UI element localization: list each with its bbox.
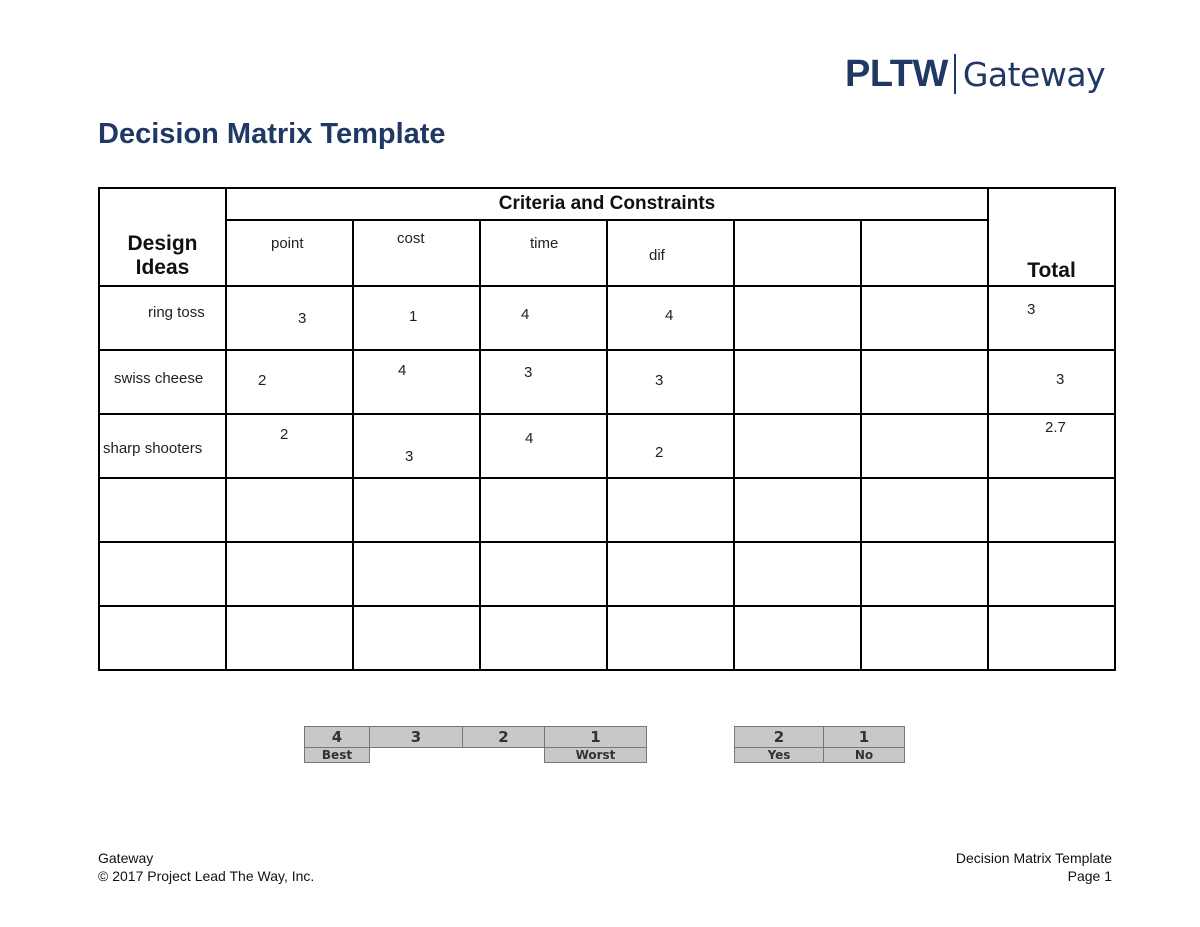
score-cell[interactable] xyxy=(861,286,988,350)
criterion-label: point xyxy=(271,235,304,252)
footer-page-number: Page 1 xyxy=(1067,868,1112,884)
criterion-cell[interactable] xyxy=(480,220,607,286)
scale-spacer xyxy=(463,748,545,763)
table-row xyxy=(99,606,1115,670)
no-label: No xyxy=(824,748,905,763)
worst-label: Worst xyxy=(545,748,647,763)
idea-cell[interactable] xyxy=(99,606,226,670)
score-cell[interactable] xyxy=(607,350,734,414)
score-cell[interactable] xyxy=(480,542,607,606)
score-cell[interactable] xyxy=(607,414,734,478)
score-cell[interactable] xyxy=(226,478,353,542)
score-cell[interactable] xyxy=(480,286,607,350)
criterion-label: time xyxy=(530,235,559,252)
total-cell[interactable] xyxy=(988,478,1115,542)
footer-copyright: © 2017 Project Lead The Way, Inc. xyxy=(98,868,315,884)
scale-value: 3 xyxy=(370,727,463,748)
score-cell[interactable] xyxy=(353,606,480,670)
total-cell[interactable] xyxy=(988,286,1115,350)
score-cell[interactable] xyxy=(480,414,607,478)
table-row xyxy=(99,414,1115,478)
footer-org: Gateway xyxy=(98,850,154,866)
score-cell[interactable] xyxy=(480,350,607,414)
score-cell[interactable] xyxy=(734,286,861,350)
rating-scale-legend xyxy=(304,726,647,763)
score-cell[interactable] xyxy=(226,414,353,478)
score-cell[interactable] xyxy=(861,542,988,606)
score-cell[interactable] xyxy=(861,478,988,542)
score-value: 3 xyxy=(298,310,307,327)
score-cell[interactable] xyxy=(353,542,480,606)
score-cell[interactable] xyxy=(353,478,480,542)
criterion-cell[interactable] xyxy=(226,220,353,286)
score-cell[interactable] xyxy=(861,350,988,414)
score-value: 4 xyxy=(398,362,407,379)
score-value: 1 xyxy=(409,308,418,325)
total-value: 2.7 xyxy=(1045,419,1066,436)
score-cell[interactable] xyxy=(607,542,734,606)
score-value: 2 xyxy=(655,444,664,461)
total-value: 3 xyxy=(1056,371,1065,388)
score-cell[interactable] xyxy=(353,414,480,478)
table-row xyxy=(99,542,1115,606)
score-cell[interactable] xyxy=(480,606,607,670)
score-cell[interactable] xyxy=(734,542,861,606)
logo-product: Gateway xyxy=(962,54,1106,94)
yes-label: Yes xyxy=(735,748,824,763)
criterion-cell[interactable] xyxy=(353,220,480,286)
score-value: 4 xyxy=(521,306,530,323)
score-value: 3 xyxy=(655,372,664,389)
score-cell[interactable] xyxy=(734,350,861,414)
scale-value: 2 xyxy=(463,727,545,748)
scale-spacer xyxy=(370,748,463,763)
score-cell[interactable] xyxy=(607,606,734,670)
total-header: Total xyxy=(988,188,1115,286)
footer-right xyxy=(956,849,1112,885)
idea-name: sharp shooters xyxy=(103,440,203,457)
scale-value: 1 xyxy=(545,727,647,748)
best-label: Best xyxy=(305,748,370,763)
score-cell[interactable] xyxy=(480,478,607,542)
yes-no-scale-legend xyxy=(734,726,905,763)
total-cell[interactable] xyxy=(988,606,1115,670)
score-cell[interactable] xyxy=(861,414,988,478)
score-value: 3 xyxy=(524,364,533,381)
score-value: 4 xyxy=(665,307,674,324)
total-cell[interactable] xyxy=(988,414,1115,478)
idea-cell[interactable] xyxy=(99,478,226,542)
idea-name: ring toss xyxy=(148,304,205,321)
design-ideas-header: Design Ideas xyxy=(99,188,226,286)
pltw-gateway-logo xyxy=(845,50,1110,98)
score-cell[interactable] xyxy=(861,606,988,670)
score-cell[interactable] xyxy=(226,350,353,414)
criterion-cell[interactable] xyxy=(607,220,734,286)
score-cell[interactable] xyxy=(226,286,353,350)
criterion-cell[interactable] xyxy=(734,220,861,286)
scale-value: 1 xyxy=(824,727,905,748)
score-cell[interactable] xyxy=(734,414,861,478)
idea-cell[interactable] xyxy=(99,542,226,606)
total-cell[interactable] xyxy=(988,350,1115,414)
score-cell[interactable] xyxy=(353,286,480,350)
criterion-label: cost xyxy=(397,230,425,247)
score-cell[interactable] xyxy=(734,478,861,542)
idea-name: swiss cheese xyxy=(114,370,204,387)
logo-brand: PLTW xyxy=(845,52,948,95)
idea-cell[interactable] xyxy=(99,286,226,350)
criterion-cell[interactable] xyxy=(861,220,988,286)
idea-cell[interactable] xyxy=(99,414,226,478)
table-row xyxy=(99,350,1115,414)
page-title: Decision Matrix Template xyxy=(98,118,446,150)
total-value: 3 xyxy=(1027,301,1036,318)
total-cell[interactable] xyxy=(988,542,1115,606)
score-value: 3 xyxy=(405,448,414,465)
score-cell[interactable] xyxy=(607,286,734,350)
decision-matrix-table xyxy=(98,187,1116,671)
scale-value: 4 xyxy=(305,727,370,748)
logo-divider xyxy=(954,54,956,94)
footer-doc-title: Decision Matrix Template xyxy=(955,850,1112,866)
score-value: 4 xyxy=(525,430,534,447)
score-cell[interactable] xyxy=(226,542,353,606)
score-cell[interactable] xyxy=(226,606,353,670)
idea-cell[interactable] xyxy=(99,350,226,414)
table-row xyxy=(99,286,1115,350)
scale-value: 2 xyxy=(735,727,824,748)
score-cell[interactable] xyxy=(607,478,734,542)
criteria-header: Criteria and Constraints xyxy=(226,188,988,220)
score-cell[interactable] xyxy=(734,606,861,670)
criterion-label: dif xyxy=(649,247,665,264)
score-value: 2 xyxy=(280,426,289,443)
footer-left xyxy=(98,849,314,885)
table-row xyxy=(99,478,1115,542)
score-cell[interactable] xyxy=(353,350,480,414)
score-value: 2 xyxy=(258,372,267,389)
